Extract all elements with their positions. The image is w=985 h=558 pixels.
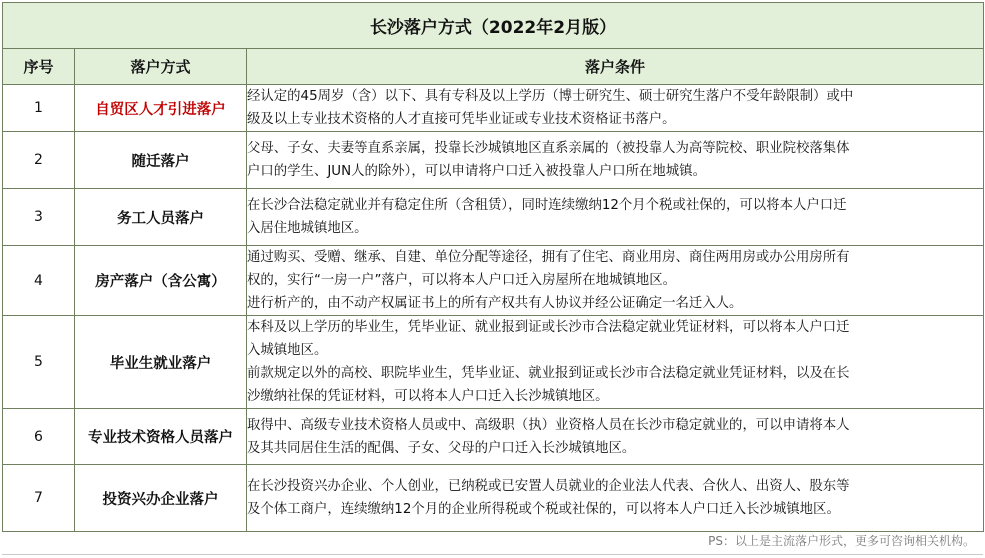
condition-line: 前款规定以外的高校、职院毕业生，凭毕业证、就业报到证或长沙市合法稳定就业凭证材料，以及在长	[247, 366, 850, 381]
condition-line: 父母、子女、夫妻等直系亲属，投靠长沙城镇地区直系亲属的（被投靠人为高等院校、职业院校落集体	[247, 141, 850, 156]
row-number: 4	[3, 246, 75, 316]
table-row	[3, 465, 984, 532]
conditions-cell	[247, 465, 984, 532]
table-row	[3, 316, 984, 409]
row-number: 6	[3, 409, 75, 465]
table-row	[3, 132, 984, 189]
conditions-cell	[247, 246, 984, 316]
table-row	[3, 246, 984, 316]
method-cell: 务工人员落户	[75, 189, 247, 246]
header-method: 落户方式	[75, 49, 247, 85]
table-title: 长沙落户方式（2022年2月版）	[3, 3, 984, 49]
condition-line: 户口的学生、JUN人的除外），可以申请将户口迁入被投靠人户口所在地城镇。	[247, 164, 706, 179]
method-cell: 毕业生就业落户	[75, 316, 247, 409]
row-number: 2	[3, 132, 75, 189]
conditions-cell	[247, 189, 984, 246]
condition-line: 取得中、高级专业技术资格人员或中、高级职（执）业资格人员在长沙市稳定就业的，可以申请将本人	[247, 417, 850, 433]
table-row	[3, 189, 984, 246]
table-row	[3, 85, 984, 132]
condition-line: 入城镇地区。	[247, 343, 328, 358]
header-conditions: 落户条件	[247, 49, 984, 85]
row-number: 1	[3, 85, 75, 132]
table-row	[3, 409, 984, 465]
condition-line: 及个体工商户，连续缴纳12个月的企业所得税或个税或社保的，可以将本人户口迁入长沙城镇地区。	[247, 502, 840, 517]
condition-line: 通过购买、受赠、继承、自建、单位分配等途径，拥有了住宅、商业用房、商住两用房或办公用房所有	[247, 250, 850, 265]
condition-line: 沙缴纳社保的凭证材料，可以将本人户口迁入长沙城镇地区。	[247, 389, 609, 404]
title-row	[3, 3, 984, 49]
condition-line: 入居住地城镇地区。	[247, 221, 368, 236]
condition-line: 在长沙投资兴办企业、个人创业，已纳税或已安置人员就业的企业法人代表、合伙人、出资人、股东等	[247, 479, 850, 494]
row-number: 3	[3, 189, 75, 246]
condition-line: 在长沙合法稳定就业并有稳定住所（含租赁），同时连续缴纳12个月个税或社保的，可以将本人户口迁	[247, 198, 847, 213]
condition-line: 进行析产的，由不动产权属证书上的所有产权共有人协议并经公证确定一名迁入人。	[247, 296, 743, 311]
method-cell: 随迁落户	[75, 132, 247, 189]
condition-line: 本科及以上学历的毕业生，凭毕业证、就业报到证或长沙市合法稳定就业凭证材料，可以将本人户口迁	[247, 320, 850, 335]
row-number: 7	[3, 465, 75, 532]
header-no: 序号	[3, 49, 75, 85]
divider	[2, 554, 983, 555]
conditions-cell	[247, 409, 984, 465]
conditions-cell	[247, 132, 984, 189]
row-number: 5	[3, 316, 75, 409]
method-cell: 自贸区人才引进落户	[75, 85, 247, 132]
condition-line: 级及以上专业技术资格的人才直接可凭毕业证或专业技术资格证书落户。	[247, 112, 676, 127]
method-cell: 专业技术资格人员落户	[75, 409, 247, 465]
method-cell: 投资兴办企业落户	[75, 465, 247, 532]
conditions-cell	[247, 316, 984, 409]
header-row	[3, 49, 984, 85]
settlement-table	[2, 2, 984, 532]
conditions-cell	[247, 85, 984, 132]
condition-line: 及其共同居住生活的配偶、子女、父母的户口迁入长沙城镇地区。	[247, 440, 636, 456]
condition-line: 经认定的45周岁（含）以下、具有专科及以上学历（博士研究生、硕士研究生落户不受年龄限制）或中	[247, 89, 854, 104]
method-cell: 房产落户（含公寓）	[75, 246, 247, 316]
footnote: PS：以上是主流落户形式，更多可咨询相关机构。	[708, 534, 975, 548]
condition-line: 权的，实行“一房一户”落户，可以将本人户口迁入房屋所在地城镇地区。	[247, 273, 676, 288]
